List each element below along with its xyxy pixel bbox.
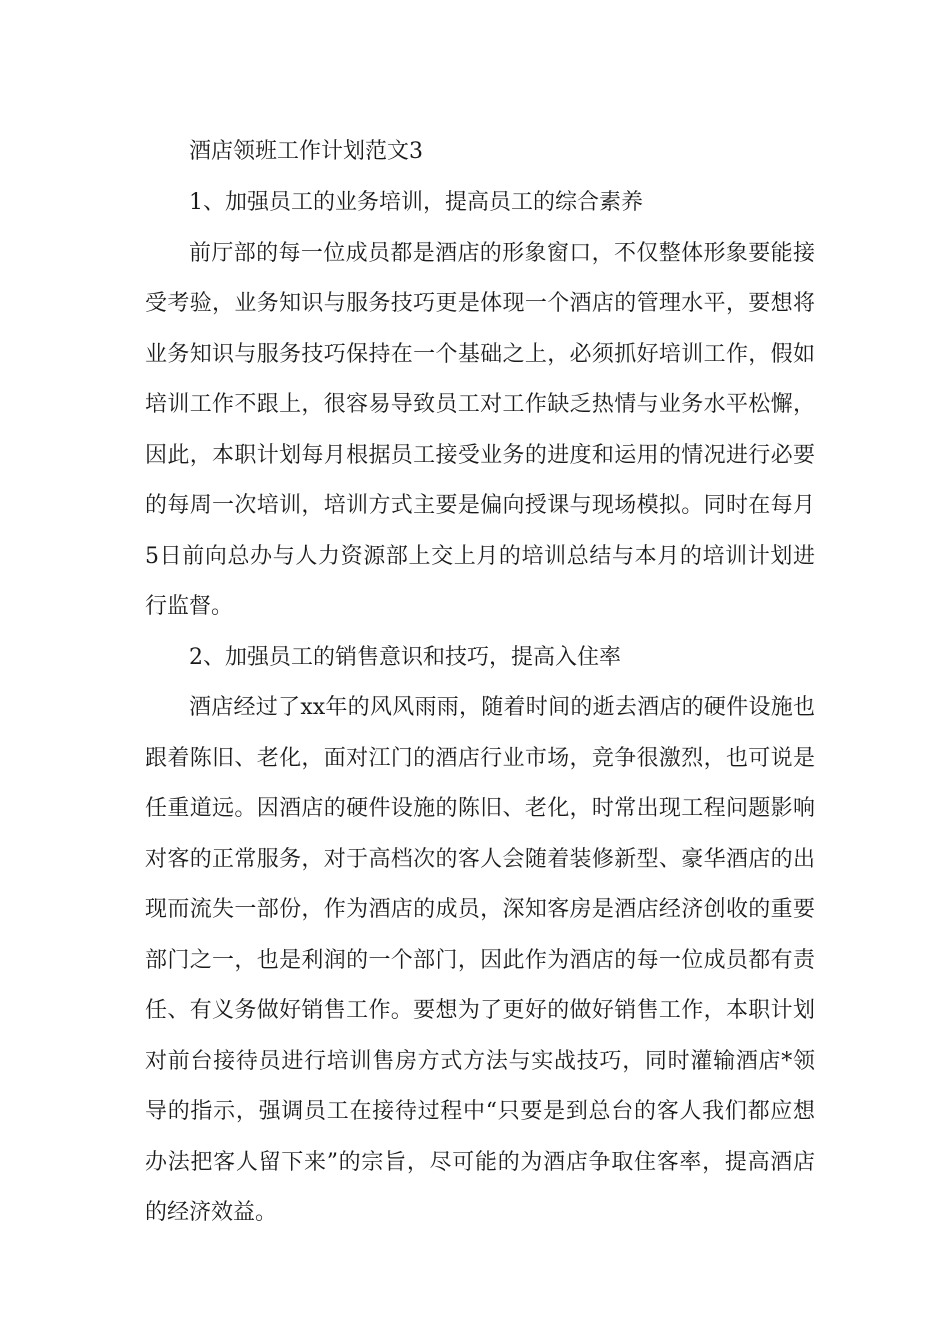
document-body [145, 128, 815, 1239]
section-1-heading: 1、加强员工的业务培训，提高员工的综合素养 [189, 190, 643, 215]
document-title: 酒店领班工作计划范文3 [189, 139, 423, 164]
section-2-heading: 2、加强员工的销售意识和技巧，提高入住率 [189, 644, 621, 670]
section-1-paragraph: 前厅部的每一位成员都是酒店的形象窗口，不仅整体形象要能接受考验，业务知识与服务技巧更是体现一个酒店的管理水平，要想将业务知识与服务技巧保持在一个基础之上，必须抓好培训工作，假如培训工作不跟上，很容易导致员工对工作缺乏热情与业务水平松懈，因此，本职计划每月根据员工接受业务的进度和运用的情况进行必要的每周一次培训，培训方式主要是偏向授课与现场模拟。同时在每月5日前向总办与人力资源部上交上月的培训总结与本月的培训计划进行监督。 [145, 240, 815, 619]
section-2-paragraph: 酒店经过了xx年的风风雨雨，随着时间的逝去酒店的硬件设施也跟着陈旧、老化，面对江门的酒店行业市场，竞争很激烈，也可说是任重道远。因酒店的硬件设施的陈旧、老化，时常出现工程问题影响对客的正常服务，对于高档次的客人会随着装修新型、豪华酒店的出现而流失一部份，作为酒店的成员，深知客房是酒店经济创收的重要部门之一，也是利润的一个部门，因此作为酒店的每一位成员都有责任、有义务做好销售工作。要想为了更好的做好销售工作，本职计划对前台接待员进行培训售房方式方法与实战技巧，同时灌输酒店*领导的指示，强调员工在接待过程中“只要是到总台的客人我们都应想办法把客人留下来”的宗旨，尽可能的为酒店争取住客率，提高酒店的经济效益。 [145, 695, 815, 1225]
